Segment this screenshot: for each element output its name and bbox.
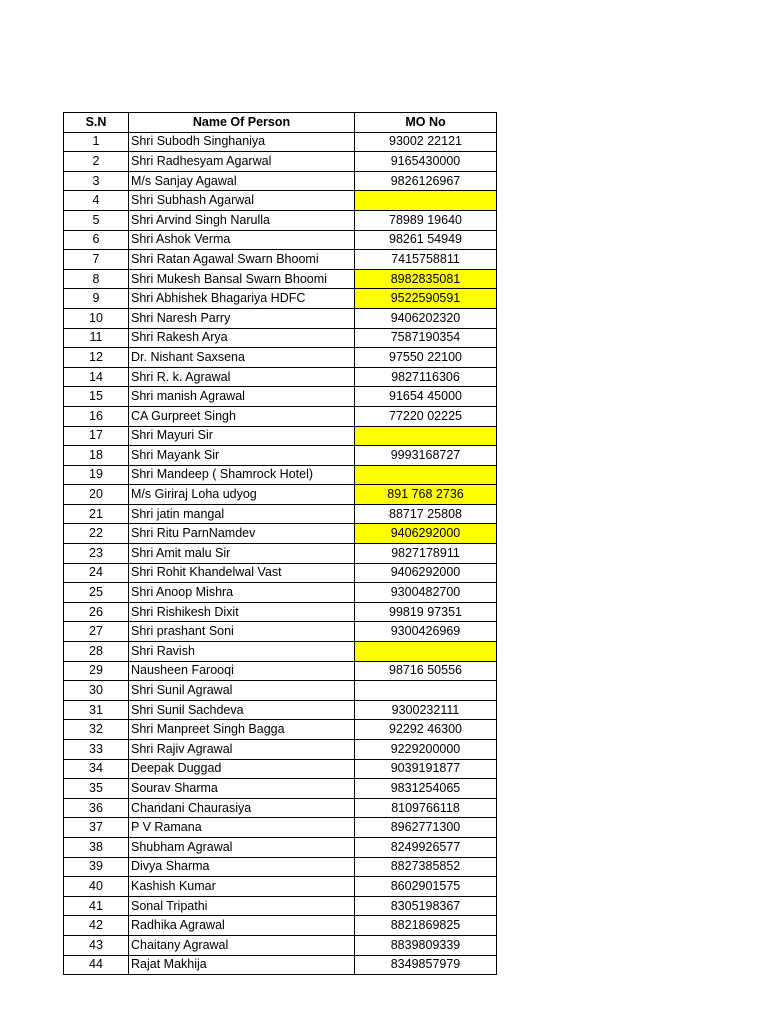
row-name: Shri Ravish bbox=[129, 642, 355, 662]
row-mobile bbox=[355, 642, 497, 662]
row-mobile: 8305198367 bbox=[355, 896, 497, 916]
row-mobile: 9827178911 bbox=[355, 544, 497, 564]
table-row bbox=[64, 837, 497, 857]
row-sn: 4 bbox=[64, 191, 129, 211]
table-row bbox=[64, 210, 497, 230]
row-name: Shri Ratan Agawal Swarn Bhoomi bbox=[129, 250, 355, 270]
row-mobile: 91654 45000 bbox=[355, 387, 497, 407]
row-name: Shri Mayuri Sir bbox=[129, 426, 355, 446]
row-mobile bbox=[355, 191, 497, 211]
row-sn: 43 bbox=[64, 935, 129, 955]
row-name: Sourav Sharma bbox=[129, 779, 355, 799]
row-name: Shri manish Agrawal bbox=[129, 387, 355, 407]
row-name: Shubham Agrawal bbox=[129, 837, 355, 857]
row-name: Kashish Kumar bbox=[129, 877, 355, 897]
row-mobile: 8982835081 bbox=[355, 269, 497, 289]
row-name: Shri prashant Soni bbox=[129, 622, 355, 642]
row-name: Shri Sunil Sachdeva bbox=[129, 700, 355, 720]
row-name: Shri Subhash Agarwal bbox=[129, 191, 355, 211]
row-mobile: 98261 54949 bbox=[355, 230, 497, 250]
table-row bbox=[64, 779, 497, 799]
table-row bbox=[64, 661, 497, 681]
row-mobile: 9406202320 bbox=[355, 308, 497, 328]
table-row bbox=[64, 818, 497, 838]
row-name: M/s Giriraj Loha udyog bbox=[129, 485, 355, 505]
table-row bbox=[64, 759, 497, 779]
row-name: Nausheen Farooqi bbox=[129, 661, 355, 681]
row-sn: 7 bbox=[64, 250, 129, 270]
row-sn: 38 bbox=[64, 837, 129, 857]
row-mobile: 88717 25808 bbox=[355, 504, 497, 524]
table-row bbox=[64, 250, 497, 270]
row-name: P V Ramana bbox=[129, 818, 355, 838]
row-name: Rajat Makhija bbox=[129, 955, 355, 975]
row-sn: 21 bbox=[64, 504, 129, 524]
row-name: Radhika Agrawal bbox=[129, 916, 355, 936]
row-mobile: 7415758811 bbox=[355, 250, 497, 270]
row-sn: 23 bbox=[64, 544, 129, 564]
table-row bbox=[64, 935, 497, 955]
row-name: Shri jatin mangal bbox=[129, 504, 355, 524]
row-sn: 17 bbox=[64, 426, 129, 446]
table-row bbox=[64, 740, 497, 760]
table-row bbox=[64, 132, 497, 152]
row-mobile: 9300426969 bbox=[355, 622, 497, 642]
table-row bbox=[64, 426, 497, 446]
header-row bbox=[64, 113, 497, 133]
row-mobile: 9165430000 bbox=[355, 152, 497, 172]
table-row bbox=[64, 230, 497, 250]
row-sn: 39 bbox=[64, 857, 129, 877]
row-mobile: 93002 22121 bbox=[355, 132, 497, 152]
row-sn: 8 bbox=[64, 269, 129, 289]
row-mobile: 8109766118 bbox=[355, 798, 497, 818]
row-name: Shri Abhishek Bhagariya HDFC bbox=[129, 289, 355, 309]
row-sn: 14 bbox=[64, 367, 129, 387]
row-name: Shri Rajiv Agrawal bbox=[129, 740, 355, 760]
table-row bbox=[64, 955, 497, 975]
row-name: Chaitany Agrawal bbox=[129, 935, 355, 955]
row-sn: 15 bbox=[64, 387, 129, 407]
table-row bbox=[64, 877, 497, 897]
row-mobile: 8962771300 bbox=[355, 818, 497, 838]
table-row bbox=[64, 446, 497, 466]
row-name: M/s Sanjay Agawal bbox=[129, 171, 355, 191]
row-sn: 26 bbox=[64, 602, 129, 622]
row-name: Shri Ritu ParnNamdev bbox=[129, 524, 355, 544]
header-mobile: MO No bbox=[355, 113, 497, 133]
row-name: Chandani Chaurasiya bbox=[129, 798, 355, 818]
row-sn: 37 bbox=[64, 818, 129, 838]
row-mobile bbox=[355, 681, 497, 701]
table-row bbox=[64, 387, 497, 407]
row-name: Shri Radhesyam Agarwal bbox=[129, 152, 355, 172]
row-mobile: 8839809339 bbox=[355, 935, 497, 955]
table-row bbox=[64, 798, 497, 818]
row-mobile: 9300482700 bbox=[355, 583, 497, 603]
row-mobile: 9406292000 bbox=[355, 524, 497, 544]
table-row bbox=[64, 367, 497, 387]
row-name: Shri Mayank Sir bbox=[129, 446, 355, 466]
row-name: Shri Mukesh Bansal Swarn Bhoomi bbox=[129, 269, 355, 289]
table-row bbox=[64, 485, 497, 505]
row-sn: 1 bbox=[64, 132, 129, 152]
row-mobile: 8602901575 bbox=[355, 877, 497, 897]
row-name: Dr. Nishant Saxsena bbox=[129, 348, 355, 368]
table-row bbox=[64, 191, 497, 211]
row-mobile: 9406292000 bbox=[355, 563, 497, 583]
table-row bbox=[64, 504, 497, 524]
row-sn: 32 bbox=[64, 720, 129, 740]
row-name: Shri Manpreet Singh Bagga bbox=[129, 720, 355, 740]
row-name: Deepak Duggad bbox=[129, 759, 355, 779]
table-row bbox=[64, 681, 497, 701]
header-name: Name Of Person bbox=[129, 113, 355, 133]
table-row bbox=[64, 896, 497, 916]
row-mobile: 9522590591 bbox=[355, 289, 497, 309]
row-name: Shri Sunil Agrawal bbox=[129, 681, 355, 701]
row-name: CA Gurpreet Singh bbox=[129, 406, 355, 426]
row-name: Shri Naresh Parry bbox=[129, 308, 355, 328]
row-name: Shri Ashok Verma bbox=[129, 230, 355, 250]
row-mobile: 9826126967 bbox=[355, 171, 497, 191]
row-sn: 5 bbox=[64, 210, 129, 230]
row-sn: 19 bbox=[64, 465, 129, 485]
row-sn: 25 bbox=[64, 583, 129, 603]
row-mobile: 92292 46300 bbox=[355, 720, 497, 740]
row-sn: 12 bbox=[64, 348, 129, 368]
row-mobile bbox=[355, 465, 497, 485]
row-sn: 10 bbox=[64, 308, 129, 328]
row-sn: 3 bbox=[64, 171, 129, 191]
table-row bbox=[64, 348, 497, 368]
table-row bbox=[64, 583, 497, 603]
table-row bbox=[64, 289, 497, 309]
row-mobile: 9039191877 bbox=[355, 759, 497, 779]
row-sn: 40 bbox=[64, 877, 129, 897]
row-name: Sonal Tripathi bbox=[129, 896, 355, 916]
contact-table bbox=[63, 112, 497, 975]
row-mobile: 98716 50556 bbox=[355, 661, 497, 681]
table-row bbox=[64, 524, 497, 544]
row-name: Divya Sharma bbox=[129, 857, 355, 877]
table-row bbox=[64, 700, 497, 720]
row-name: Shri Rakesh Arya bbox=[129, 328, 355, 348]
row-sn: 44 bbox=[64, 955, 129, 975]
row-mobile: 7587190354 bbox=[355, 328, 497, 348]
header-sn: S.N bbox=[64, 113, 129, 133]
row-sn: 2 bbox=[64, 152, 129, 172]
table-row bbox=[64, 916, 497, 936]
row-sn: 30 bbox=[64, 681, 129, 701]
table-row bbox=[64, 152, 497, 172]
row-mobile bbox=[355, 426, 497, 446]
table-row bbox=[64, 857, 497, 877]
table-row bbox=[64, 465, 497, 485]
table-row bbox=[64, 269, 497, 289]
table-row bbox=[64, 602, 497, 622]
row-sn: 42 bbox=[64, 916, 129, 936]
row-mobile: 8249926577 bbox=[355, 837, 497, 857]
row-sn: 24 bbox=[64, 563, 129, 583]
row-name: Shri Anoop Mishra bbox=[129, 583, 355, 603]
row-mobile: 99819 97351 bbox=[355, 602, 497, 622]
row-sn: 41 bbox=[64, 896, 129, 916]
row-mobile: 97550 22100 bbox=[355, 348, 497, 368]
row-sn: 9 bbox=[64, 289, 129, 309]
table-row bbox=[64, 642, 497, 662]
row-name: Shri R. k. Agrawal bbox=[129, 367, 355, 387]
table-row bbox=[64, 308, 497, 328]
row-mobile: 9831254065 bbox=[355, 779, 497, 799]
row-sn: 22 bbox=[64, 524, 129, 544]
row-sn: 16 bbox=[64, 406, 129, 426]
row-name: Shri Amit malu Sir bbox=[129, 544, 355, 564]
row-mobile: 8349857979 bbox=[355, 955, 497, 975]
row-mobile: 9229200000 bbox=[355, 740, 497, 760]
row-name: Shri Arvind Singh Narulla bbox=[129, 210, 355, 230]
row-mobile: 77220 02225 bbox=[355, 406, 497, 426]
row-mobile: 78989 19640 bbox=[355, 210, 497, 230]
row-name: Shri Mandeep ( Shamrock Hotel) bbox=[129, 465, 355, 485]
row-mobile: 9300232111 bbox=[355, 700, 497, 720]
row-sn: 11 bbox=[64, 328, 129, 348]
row-sn: 20 bbox=[64, 485, 129, 505]
row-name: Shri Rishikesh Dixit bbox=[129, 602, 355, 622]
table-row bbox=[64, 171, 497, 191]
row-sn: 29 bbox=[64, 661, 129, 681]
row-sn: 6 bbox=[64, 230, 129, 250]
row-sn: 31 bbox=[64, 700, 129, 720]
table-row bbox=[64, 406, 497, 426]
row-sn: 35 bbox=[64, 779, 129, 799]
row-mobile: 8827385852 bbox=[355, 857, 497, 877]
row-mobile: 9827116306 bbox=[355, 367, 497, 387]
row-mobile: 891 768 2736 bbox=[355, 485, 497, 505]
table-row bbox=[64, 328, 497, 348]
table-row bbox=[64, 544, 497, 564]
row-name: Shri Subodh Singhaniya bbox=[129, 132, 355, 152]
row-sn: 36 bbox=[64, 798, 129, 818]
row-sn: 18 bbox=[64, 446, 129, 466]
row-mobile: 9993168727 bbox=[355, 446, 497, 466]
row-name: Shri Rohit Khandelwal Vast bbox=[129, 563, 355, 583]
row-sn: 28 bbox=[64, 642, 129, 662]
table-row bbox=[64, 563, 497, 583]
row-mobile: 8821869825 bbox=[355, 916, 497, 936]
table-row bbox=[64, 720, 497, 740]
table-row bbox=[64, 622, 497, 642]
row-sn: 33 bbox=[64, 740, 129, 760]
row-sn: 27 bbox=[64, 622, 129, 642]
row-sn: 34 bbox=[64, 759, 129, 779]
